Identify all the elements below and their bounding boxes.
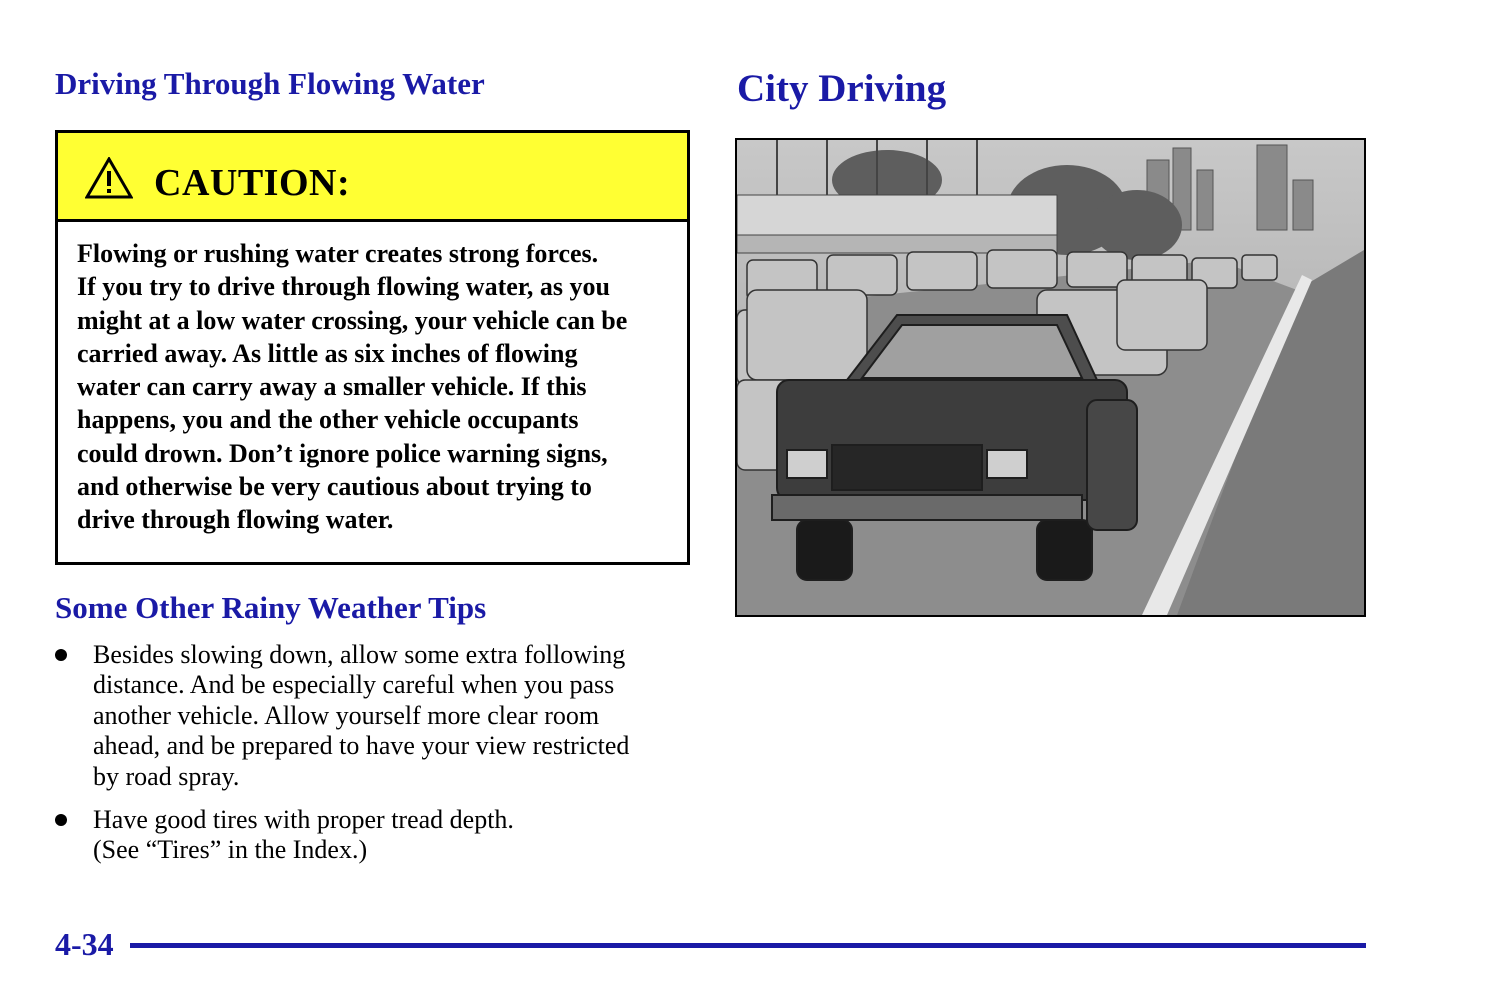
- tip-line: distance. And be especially careful when you pass: [93, 670, 615, 700]
- footer-rule: [130, 943, 1366, 948]
- warning-triangle-icon: [85, 157, 133, 199]
- list-item: [55, 640, 685, 792]
- tip-line: ahead, and be prepared to have your view restricted: [93, 731, 630, 761]
- tip-line: by road spray.: [93, 761, 240, 791]
- caution-line: drive through flowing water.: [77, 505, 394, 535]
- caution-line: If you try to drive through flowing water, as you: [77, 272, 611, 302]
- tip-line: Besides slowing down, allow some extra following: [93, 640, 626, 669]
- caution-title: CAUTION:: [154, 162, 351, 204]
- caution-line: might at a low water crossing, your vehicle can be: [77, 305, 628, 335]
- list-item: [55, 805, 685, 866]
- tip-line: (See “Tires” in the Index.): [93, 835, 368, 865]
- caution-line: Flowing or rushing water creates strong forces.: [77, 239, 599, 268]
- heading-some-other-rainy-weather-tips: Some Other Rainy Weather Tips: [55, 590, 487, 625]
- heading-driving-through-flowing-water: Driving Through Flowing Water: [55, 66, 485, 101]
- tip-line: Have good tires with proper tread depth.: [93, 805, 514, 835]
- city-traffic-drawing: [737, 140, 1364, 615]
- caution-line: could drown. Don’t ignore police warning signs,: [77, 438, 608, 468]
- caution-line: carried away. As little as six inches of flowing: [77, 338, 578, 368]
- bullet-icon: [55, 649, 67, 661]
- caution-line: happens, you and the other vehicle occupants: [77, 405, 579, 435]
- caution-text: [77, 237, 677, 537]
- caution-line: water can carry away a smaller vehicle. If this: [77, 372, 587, 402]
- tip-line: another vehicle. Allow yourself more clear room: [93, 700, 600, 730]
- bullet-icon: [55, 814, 67, 826]
- city-traffic-illustration: [735, 138, 1366, 617]
- heading-city-driving: City Driving: [737, 67, 947, 110]
- caution-line: and otherwise be very cautious about trying to: [77, 472, 592, 502]
- page-number: 4-34: [55, 926, 114, 962]
- caution-header: [58, 133, 687, 222]
- rainy-tips-list: [55, 640, 685, 879]
- caution-box: [55, 130, 690, 565]
